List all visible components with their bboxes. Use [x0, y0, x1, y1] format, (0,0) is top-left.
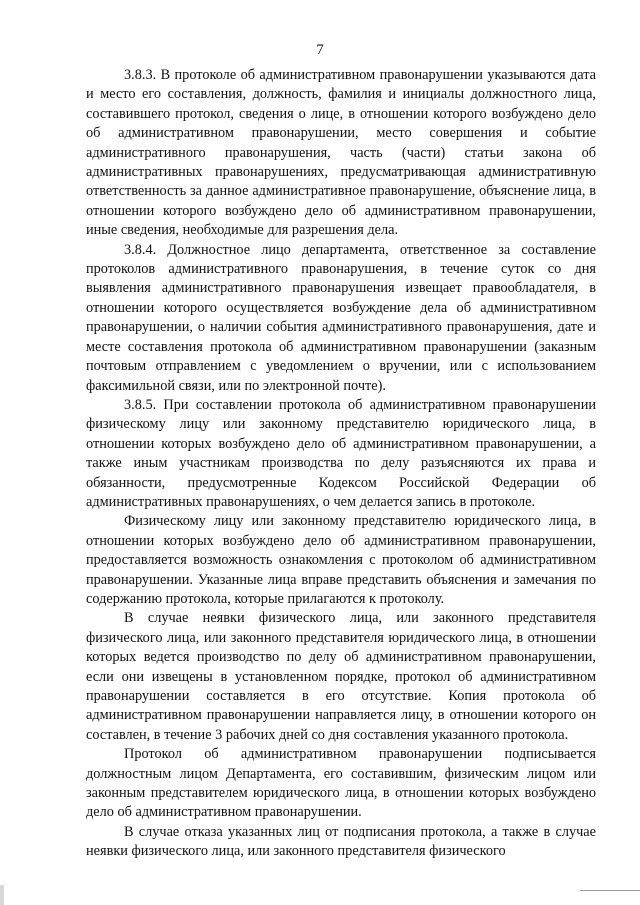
paragraph-refusal: В случае отказа указанных лиц от подписания протокола, а также в случае неявки физического лица, или законного представителя физического [86, 823, 596, 860]
paragraph-3-8-5: 3.8.5. При составлении протокола об административном правонарушении физическому лицу или законному представителю юридического лица, в отношении которых возбуждено дело об административном правонарушении, а также иным участникам производства по делу разъясняются их права и обязанности, предусмотренные Кодексом Российской Федерации об административных правонарушениях, о чем делается запись в протоколе. [86, 396, 596, 510]
page-number: 7 [316, 42, 324, 58]
paragraph-signing: Протокол об административном правонарушении подписывается должностным лицом Департамента, его составившим, физическим лицом или законным представителем юридического лица, в отношении которых возбуждено дело об административном правонарушении. [86, 746, 596, 821]
paragraph-3-8-4: 3.8.4. Должностное лицо департамента, ответственное за составление протоколов административного правонарушения, в течение суток со дня выявления административного правонарушения извещает правообладателя, в отношении которого осуществляется возбуждение дела об административном правонарушении, о наличии события административного правонарушения, дате и месте составления протокола об административном правонарушении (заказным почтовым отправлением с уведомлением о вручении, или с использованием факсимильной связи, или по электронной почте). [86, 241, 596, 394]
paragraph-absence: В случае неявки физического лица, или законного представителя физического лица, или законного представителя юридического лица, в отношении которых ведется производство по делу об административном правонарушении, если они извещены в установленном порядке, протокол об административном правонарушении составляется в его отсутствие. Копия протокола об административном правонарушении направляется лицу, в отношении которого он составлен, в течение 3 рабочих дней со дня составления указанного протокола. [86, 610, 596, 743]
paragraph-review-right: Физическому лицу или законному представителю юридического лица, в отношении которых возбуждено дело об административном правонарушении, предоставляется возможность ознакомления с протоколом об административном правонарушении. Указанные лица вправе представить объяснения и замечания по содержанию протокола, которые прилагаются к протоколу. [86, 513, 596, 607]
paragraph-3-8-3: 3.8.3. В протоколе об административном правонарушении указываются дата и место его составления, должность, фамилия и инициалы должностного лица, составившего протокол, сведения о лице, в отношении которого возбуждено дело об административном правонарушении, место совершения и событие административного правонарушения, часть (части) статьи закона об административных правонарушениях, предусматривающая административную ответственность за данное административное правонарушение, объяснение лица, в отношении которого возбуждено дело об административном правонарушении, иные сведения, необходимые для разрешения дела. [86, 67, 596, 239]
document-body [86, 66, 596, 862]
scan-edge-artifact [0, 885, 4, 905]
scan-line-artifact [580, 890, 640, 891]
